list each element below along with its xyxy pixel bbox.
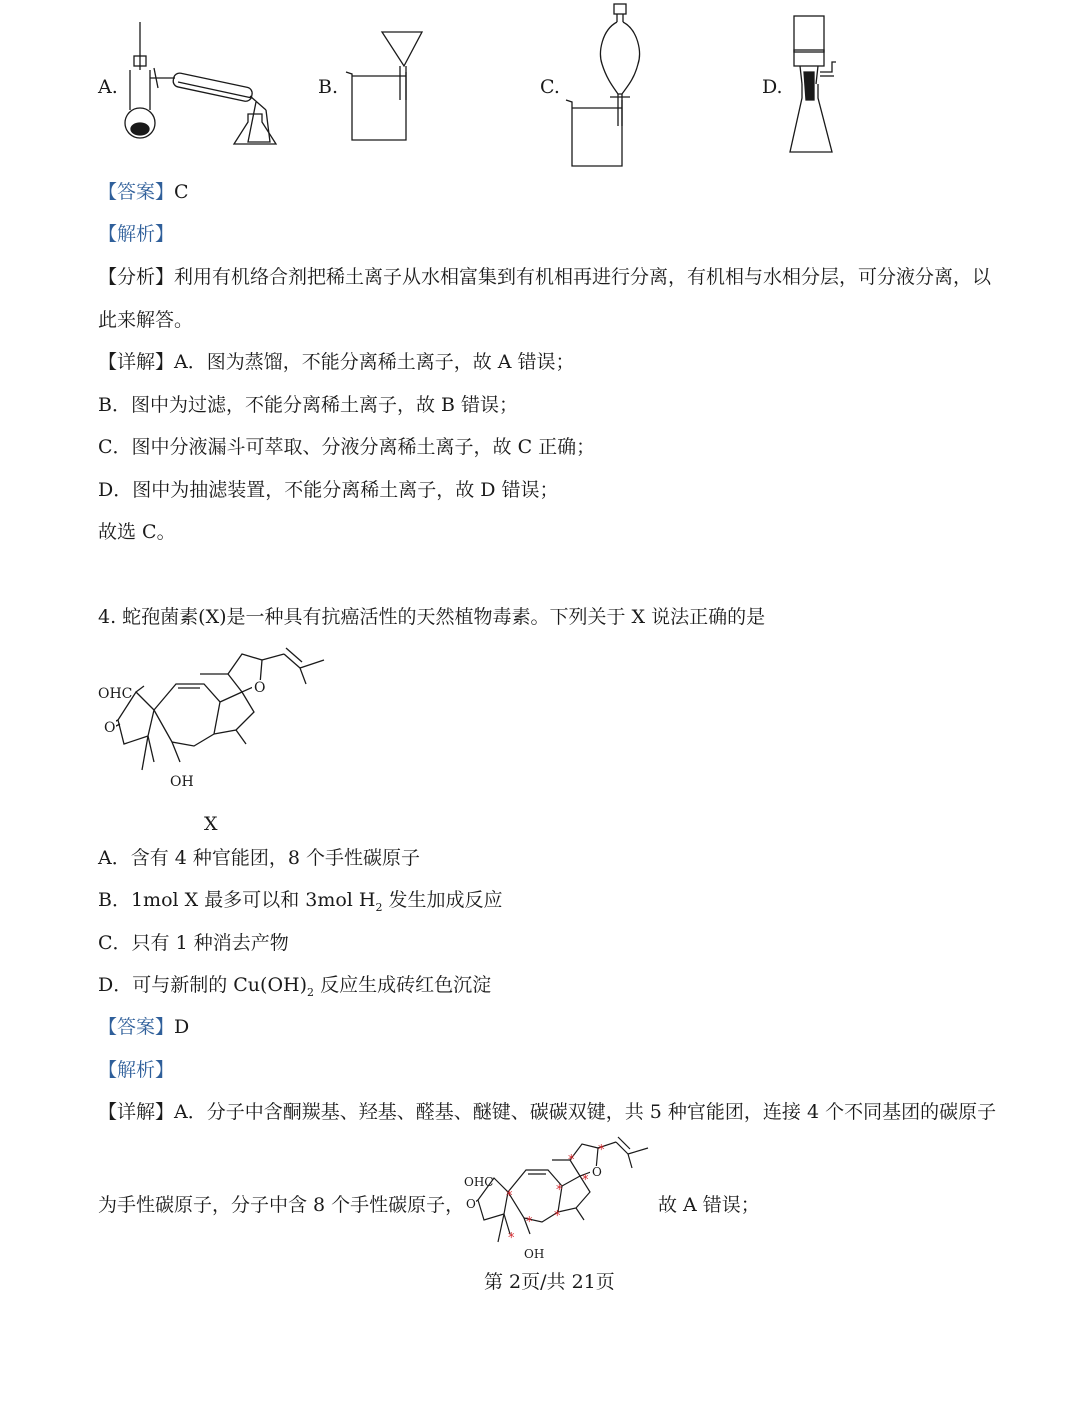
oh-label: OH <box>170 774 194 790</box>
chiral-star: * <box>598 1143 605 1158</box>
ketone-o-label: O <box>466 1197 476 1211</box>
detail-label: 【详解】 <box>98 1101 175 1123</box>
page-footer: 第 2页/共 21页 <box>484 1271 615 1293</box>
q3-analysis-tag: 【解析】 <box>98 223 175 245</box>
option-d-subscript: 2 <box>307 985 315 999</box>
q4-detail-line2-end: 故 A 错误； <box>658 1194 760 1216</box>
q4-option-d <box>98 973 491 1005</box>
detail-text: A．分子中含酮羰基、羟基、醛基、醚键、碳碳双键，共 5 种官能团，连接 4 个不同基团的碳原子 <box>174 1101 997 1123</box>
option-b-subscript: 2 <box>375 900 383 914</box>
distillation-apparatus-figure <box>120 20 280 155</box>
chiral-star: * <box>526 1215 533 1230</box>
cho-label: OHC <box>464 1175 494 1189</box>
ether-o-label: O <box>592 1165 602 1179</box>
q4-answer <box>98 1015 189 1039</box>
q4-option-c: C．只有 1 种消去产物 <box>98 932 289 954</box>
option-d-label: D. <box>762 76 783 98</box>
chiral-star: * <box>508 1231 515 1246</box>
q3-detail-c: C．图中分液漏斗可萃取、分液分离稀土离子，故 C 正确； <box>98 436 596 458</box>
chiral-star: * <box>506 1189 513 1204</box>
option-b-text: B．1mol X 最多可以和 3mol H <box>98 889 376 911</box>
detail-label: 【详解】 <box>98 351 175 373</box>
option-a-label: A. <box>98 76 118 98</box>
q3-conclusion: 故选 C。 <box>98 521 176 543</box>
q4-stem: 4. 蛇孢菌素(X)是一种具有抗癌活性的天然植物毒素。下列关于 X 说法正确的是 <box>98 606 766 628</box>
q3-detail-b: B．图中为过滤，不能分离稀土离子，故 B 错误； <box>98 394 519 416</box>
answer-tag: 【答案】 <box>98 1016 175 1038</box>
chiral-star: * <box>582 1173 589 1188</box>
option-d-text-end: 反应生成砖红色沉淀 <box>314 974 492 996</box>
chiral-star: * <box>556 1183 563 1198</box>
suction-filtration-figure <box>780 14 860 158</box>
analysis-text: 利用有机络合剂把稀土离子从水相富集到有机相再进行分离，有机相与水相分层，可分液分离，以 <box>174 266 992 288</box>
molecule-x-structure <box>96 640 356 800</box>
answer-value: D <box>174 1016 190 1038</box>
option-b-text-end: 发生加成反应 <box>382 889 503 911</box>
option-d-text: D．可与新制的 Cu(OH) <box>98 974 308 996</box>
q4-option-a: A．含有 4 种官能团，8 个手性碳原子 <box>98 847 421 869</box>
detail-a-text: A．图为蒸馏，不能分离稀土离子，故 A 错误； <box>174 351 575 373</box>
q3-answer <box>98 180 189 204</box>
ketone-o-label: O <box>104 720 116 736</box>
q3-analysis-line1 <box>98 265 991 289</box>
molecule-name: X <box>204 813 218 835</box>
answer-value: C <box>174 181 189 203</box>
q3-analysis-line2: 此来解答。 <box>98 309 194 331</box>
option-b-label: B. <box>318 76 339 98</box>
molecule-x-chiral-structure <box>462 1130 662 1270</box>
q4-analysis-tag: 【解析】 <box>98 1059 175 1081</box>
q4-option-b <box>98 888 503 920</box>
option-c-label: C. <box>540 76 560 98</box>
q3-detail-a <box>98 350 575 374</box>
ether-o-label: O <box>254 680 266 696</box>
oh-label: OH <box>524 1247 545 1261</box>
filtration-apparatus-figure <box>340 28 430 146</box>
q4-detail-line2: 为手性碳原子，分子中含 8 个手性碳原子， <box>98 1194 465 1216</box>
chiral-star: * <box>568 1153 575 1168</box>
answer-tag: 【答案】 <box>98 181 175 203</box>
q4-detail-line1 <box>98 1100 996 1124</box>
cho-label: OHC <box>98 686 133 702</box>
chiral-star: * <box>554 1209 561 1224</box>
q3-detail-d: D．图中为抽滤装置，不能分离稀土离子，故 D 错误； <box>98 479 559 501</box>
analysis-label: 【分析】 <box>98 266 175 288</box>
separatory-funnel-figure <box>562 0 642 170</box>
